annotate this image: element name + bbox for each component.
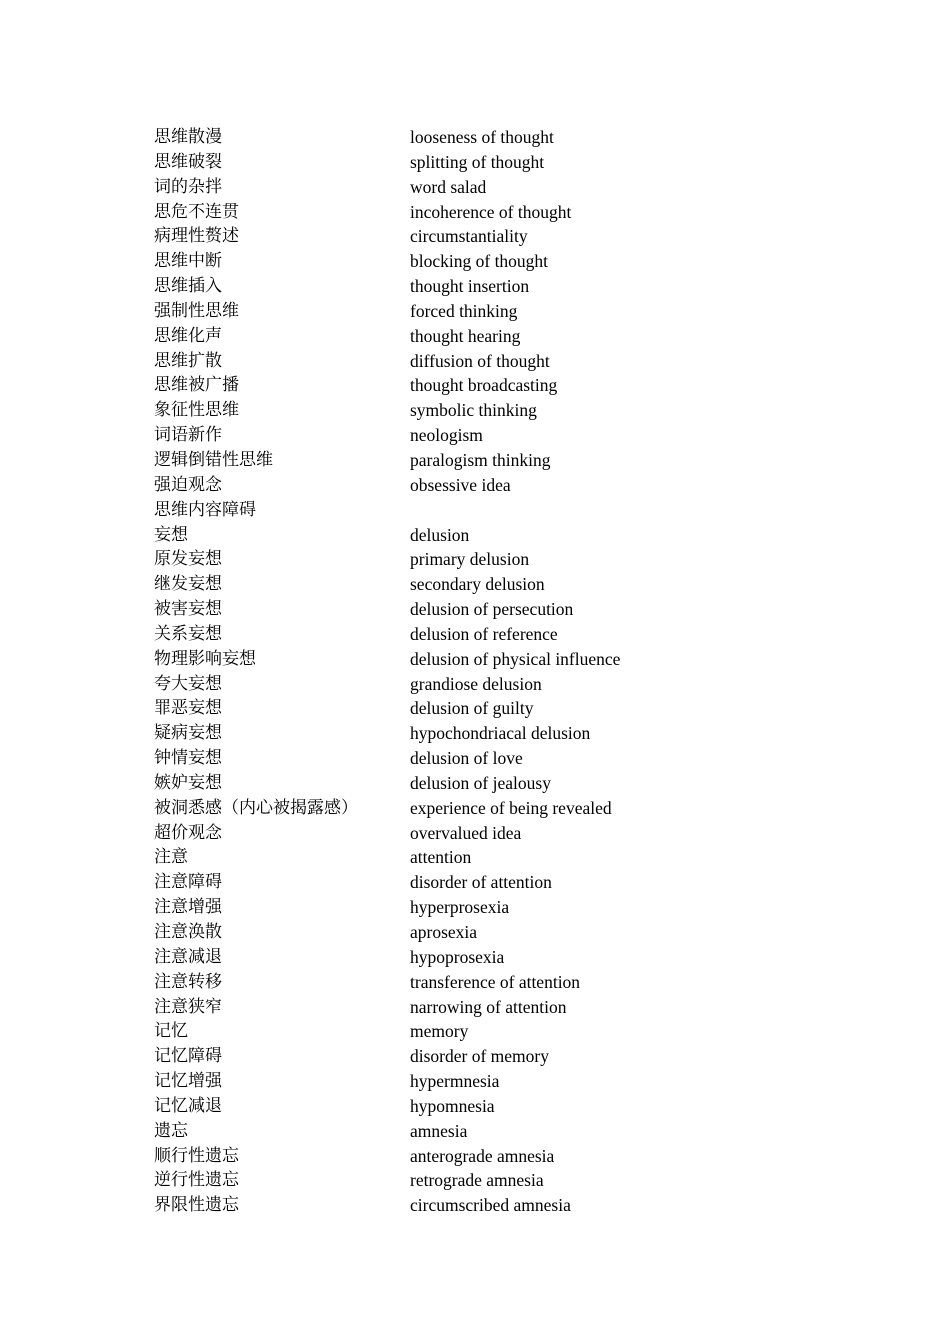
glossary-row: [154, 523, 714, 548]
glossary-row: [154, 1069, 714, 1094]
glossary-row: [154, 995, 714, 1020]
glossary-row: [154, 125, 714, 150]
glossary-row: [154, 746, 714, 771]
glossary-row: [154, 647, 714, 672]
english-term: memory: [410, 1021, 469, 1042]
english-term: secondary delusion: [410, 574, 545, 595]
chinese-term: 记忆障碍: [154, 1046, 222, 1067]
english-term: looseness of thought: [410, 127, 554, 147]
glossary-row: [154, 672, 714, 697]
english-term: splitting of thought: [410, 151, 545, 172]
english-term: delusion of love: [410, 748, 523, 769]
chinese-term: 思维中断: [154, 251, 222, 272]
english-term: word salad: [410, 176, 487, 197]
chinese-term: 被害妄想: [154, 599, 222, 620]
english-term: hyperprosexia: [410, 897, 510, 918]
chinese-term: 注意障碍: [154, 872, 222, 893]
english-term: experience of being revealed: [410, 797, 612, 818]
glossary-row: [154, 448, 714, 473]
glossary-row: [154, 547, 714, 572]
english-term: circumscribed amnesia: [410, 1195, 571, 1216]
chinese-term: 嫉妒妄想: [154, 772, 222, 793]
chinese-term: 顺行性遗忘: [154, 1145, 239, 1166]
english-term: hypermnesia: [410, 1071, 500, 1092]
chinese-term: 思维内容障碍: [154, 499, 256, 520]
english-term: disorder of attention: [410, 872, 552, 893]
glossary-row: [154, 249, 714, 274]
chinese-term: 逆行性遗忘: [154, 1170, 239, 1191]
english-term: forced thinking: [410, 300, 518, 321]
glossary-row: [154, 945, 714, 970]
english-term: retrograde amnesia: [410, 1170, 544, 1191]
english-term: primary delusion: [410, 549, 530, 570]
glossary-row: [154, 1144, 714, 1169]
glossary-row: [154, 274, 714, 299]
english-term: neologism: [410, 425, 483, 446]
glossary-row: [154, 150, 714, 175]
english-term: grandiose delusion: [410, 673, 542, 694]
chinese-term: 逻辑倒错性思维: [154, 449, 273, 470]
chinese-term: 强迫观念: [154, 474, 222, 495]
chinese-term: 夸大妄想: [154, 673, 222, 694]
glossary-row: [154, 771, 714, 796]
chinese-term: 疑病妄想: [154, 723, 222, 744]
english-term: amnesia: [410, 1120, 468, 1141]
chinese-term: 注意转移: [154, 971, 222, 992]
english-term: hypochondriacal delusion: [410, 723, 591, 744]
english-term: overvalued idea: [410, 822, 522, 843]
glossary-row: [154, 572, 714, 597]
chinese-term: 思维插入: [154, 276, 222, 297]
glossary-row: [154, 1044, 714, 1069]
glossary-row: [154, 473, 714, 498]
glossary-row: [154, 796, 714, 821]
chinese-term: 注意涣散: [154, 922, 222, 942]
chinese-term: 记忆减退: [154, 1095, 222, 1116]
glossary-row: [154, 870, 714, 895]
glossary-row: [154, 398, 714, 423]
glossary-row: [154, 200, 714, 225]
chinese-term: 注意: [154, 847, 188, 868]
glossary-row: [154, 373, 714, 398]
glossary-row: [154, 1019, 714, 1044]
english-term: transference of attention: [410, 971, 581, 992]
english-term: narrowing of attention: [410, 996, 567, 1017]
chinese-term: 思维破裂: [154, 151, 222, 172]
chinese-term: 病理性赘述: [154, 226, 239, 247]
english-term: delusion of physical influence: [410, 648, 621, 669]
glossary-list: [154, 125, 714, 1218]
chinese-term: 思危不连贯: [154, 201, 239, 222]
english-term: thought hearing: [410, 325, 521, 346]
chinese-term: 钟情妄想: [154, 748, 222, 769]
chinese-term: 词语新作: [154, 425, 222, 446]
chinese-term: 记忆: [154, 1021, 188, 1042]
english-term: attention: [410, 847, 472, 868]
english-term: anterograde amnesia: [410, 1145, 555, 1166]
glossary-row: [154, 622, 714, 647]
chinese-term: 关系妄想: [154, 623, 222, 644]
glossary-row: [154, 920, 714, 945]
glossary-row: [154, 970, 714, 995]
chinese-term: 超价观念: [154, 822, 222, 843]
glossary-row: [154, 349, 714, 374]
glossary-row: [154, 224, 714, 249]
english-term: thought insertion: [410, 276, 530, 297]
english-term: circumstantiality: [410, 226, 528, 247]
chinese-term: 注意增强: [154, 897, 222, 918]
glossary-row: [154, 696, 714, 721]
chinese-term: 思维化声: [154, 325, 222, 346]
chinese-term: 词的杂拌: [154, 176, 222, 197]
glossary-row: [154, 299, 714, 324]
chinese-term: 原发妄想: [154, 549, 222, 570]
glossary-row: [154, 895, 714, 920]
glossary-row: [154, 423, 714, 448]
glossary-row: [154, 845, 714, 870]
glossary-row: [154, 1094, 714, 1119]
chinese-term: 象征性思维: [154, 400, 239, 421]
glossary-row: [154, 175, 714, 200]
glossary-row: [154, 1193, 714, 1218]
glossary-row: [154, 1119, 714, 1144]
chinese-term: 思维散漫: [154, 127, 222, 147]
english-term: disorder of memory: [410, 1046, 549, 1067]
english-term: delusion of guilty: [410, 698, 534, 719]
english-term: diffusion of thought: [410, 350, 550, 371]
chinese-term: 强制性思维: [154, 300, 239, 321]
english-term: paralogism thinking: [410, 449, 551, 470]
english-term: blocking of thought: [410, 251, 549, 272]
chinese-term: 思维扩散: [154, 350, 222, 371]
chinese-term: 注意狭窄: [154, 996, 222, 1017]
chinese-term: 被洞悉感（内心被揭露感）: [154, 797, 358, 818]
english-term: aprosexia: [410, 922, 478, 942]
chinese-term: 物理影响妄想: [154, 648, 256, 669]
english-term: obsessive idea: [410, 474, 511, 495]
glossary-row: [154, 597, 714, 622]
english-term: delusion of persecution: [410, 599, 574, 620]
chinese-term: 注意减退: [154, 946, 222, 967]
chinese-term: 妄想: [154, 524, 188, 545]
chinese-term: 遗忘: [154, 1120, 188, 1141]
english-term: delusion of jealousy: [410, 772, 551, 793]
english-term: delusion of reference: [410, 623, 558, 644]
chinese-term: 罪恶妄想: [154, 698, 222, 719]
english-term: thought broadcasting: [410, 375, 558, 396]
glossary-row: [154, 1168, 714, 1193]
chinese-term: 界限性遗忘: [154, 1195, 239, 1216]
english-term: incoherence of thought: [410, 201, 572, 222]
glossary-row: [154, 324, 714, 349]
english-term: delusion: [410, 524, 470, 545]
english-term: hypoprosexia: [410, 946, 505, 967]
chinese-term: 继发妄想: [154, 574, 222, 595]
chinese-term: 思维被广播: [154, 375, 239, 396]
english-term: hypomnesia: [410, 1095, 495, 1116]
english-term: symbolic thinking: [410, 400, 537, 421]
chinese-term: 记忆增强: [154, 1071, 222, 1092]
glossary-row: [154, 721, 714, 746]
glossary-row: [154, 821, 714, 846]
glossary-row: [154, 498, 714, 523]
